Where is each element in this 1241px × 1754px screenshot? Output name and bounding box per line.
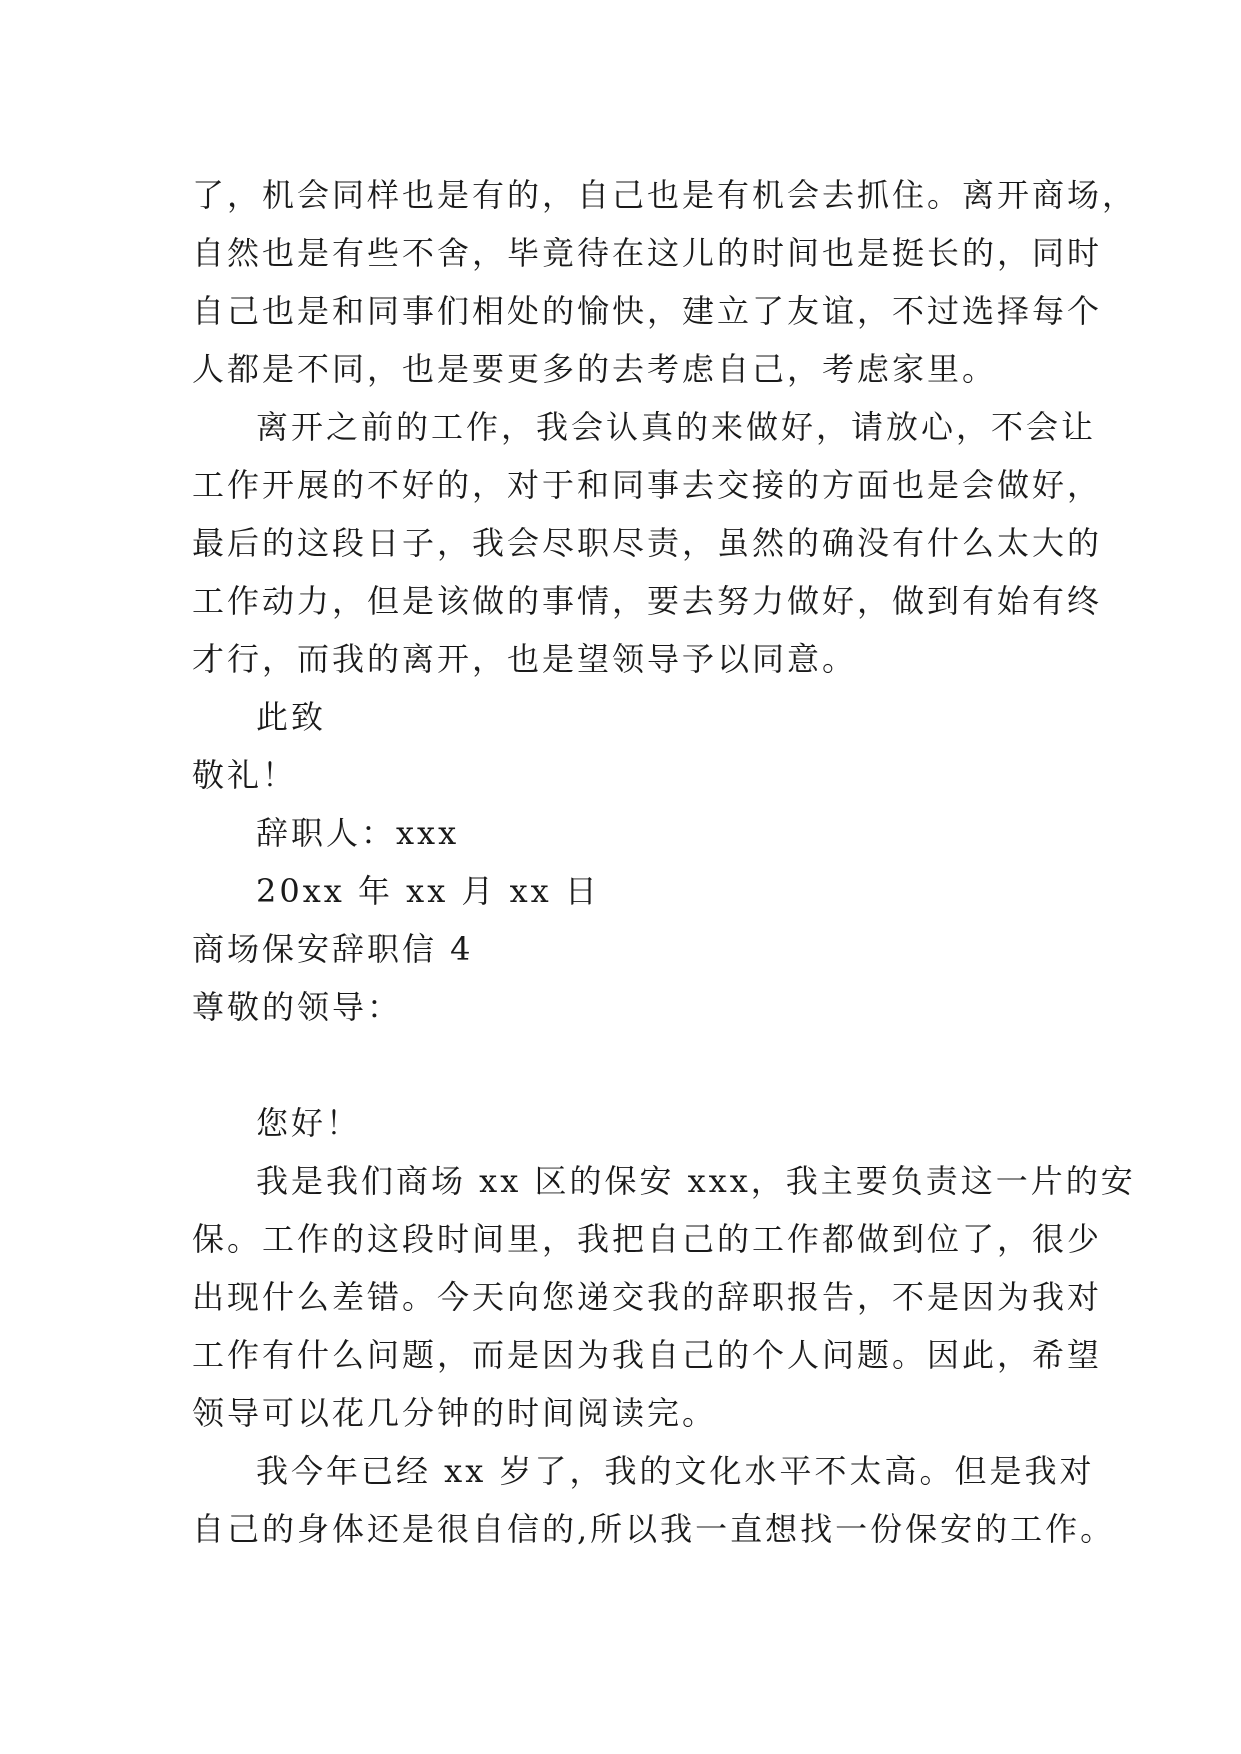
text-line-24: 自己的身体还是很自信的,所以我一直想找一份保安的工作。 [192, 1510, 1116, 1548]
text-line-6: 工作开展的不好的，对于和同事去交接的方面也是会做好， [192, 466, 1103, 504]
text-line-23: 我今年已经 xx 岁了，我的文化水平不太高。但是我对 [256, 1452, 1095, 1490]
signature-name: 辞职人：xxx [256, 814, 460, 852]
letter-body [192, 166, 1138, 1558]
text-line-21: 工作有什么问题，而是因为我自己的个人问题。因此，希望 [192, 1336, 1103, 1374]
text-line-2: 自然也是有些不舍，毕竟待在这儿的时间也是挺长的，同时 [192, 234, 1103, 272]
text-line-5: 离开之前的工作，我会认真的来做好，请放心，不会让 [256, 408, 1097, 446]
text-line-18: 我是我们商场 xx 区的保安 xxx，我主要负责这一片的安 [256, 1162, 1136, 1200]
blank-line [192, 1036, 1062, 1094]
text-line-19: 保。工作的这段时间里，我把自己的工作都做到位了，很少 [192, 1220, 1103, 1258]
closing-salutation: 此致 [256, 698, 327, 736]
letter-greeting: 尊敬的领导： [192, 988, 403, 1026]
text-line-4: 人都是不同，也是要更多的去考虑自己，考虑家里。 [192, 350, 998, 388]
text-line-20: 出现什么差错。今天向您递交我的辞职报告，不是因为我对 [192, 1278, 1103, 1316]
signature-date: 20xx 年 xx 月 xx 日 [256, 872, 600, 910]
greeting-hello: 您好！ [256, 1104, 362, 1142]
closing-regards: 敬礼！ [192, 756, 298, 794]
text-line-9: 才行，而我的离开，也是望领导予以同意。 [192, 640, 858, 678]
text-line-22: 领导可以花几分钟的时间阅读完。 [192, 1394, 718, 1432]
text-line-3: 自己也是和同事们相处的愉快，建立了友谊，不过选择每个 [192, 292, 1103, 330]
text-line-8: 工作动力，但是该做的事情，要去努力做好，做到有始有终 [192, 582, 1103, 620]
text-line-1: 了，机会同样也是有的，自己也是有机会去抓住。离开商场， [192, 176, 1138, 214]
section-heading: 商场保安辞职信 4 [192, 930, 474, 968]
text-line-7: 最后的这段日子，我会尽职尽责，虽然的确没有什么太大的 [192, 524, 1103, 562]
